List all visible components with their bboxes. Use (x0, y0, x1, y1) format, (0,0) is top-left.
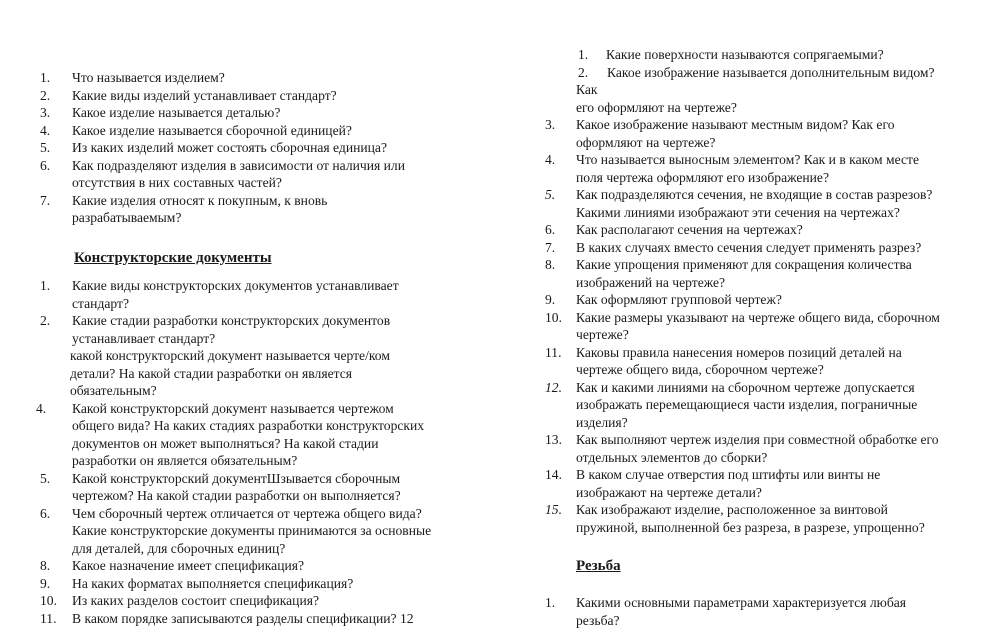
question-text-line: Что называется выносным элементом? Как и в каком месте (576, 151, 919, 169)
question-text-line: Какое изделие называется деталью? (72, 104, 280, 122)
question-text-line: Какие размеры указывают на чертеже общего вида, сборочном (576, 309, 940, 327)
question-number: 2. (40, 312, 50, 330)
question-text-line: чертежом? На какой стадии разработки он выполняется? (72, 487, 401, 505)
question-text-line: устанавливает стандарт? (72, 330, 215, 348)
question-text-line: Из каких изделий может состоять сборочная единица? (72, 139, 387, 157)
question-text-line: Как располагают сечения на чертежах? (576, 221, 803, 239)
question-text-line: пружиной, выполненной без разреза, в разрезе, упрощенно? (576, 519, 925, 537)
question-text-line: Какие изделия относят к покупным, к вновь (72, 192, 327, 210)
question-number: 9. (545, 291, 555, 309)
question-text-line: изображают на чертеже детали? (576, 484, 762, 502)
question-text-line: Какое изделие называется сборочной единицей? (72, 122, 352, 140)
question-text-line: Чем сборочный чертеж отличается от чертежа общего вида? (72, 505, 422, 523)
question-text-line: документов он может выполняться? На какой стадии (72, 435, 378, 453)
question-text-line: Как подразделяются сечения, не входящие в состав разрезов? (576, 186, 932, 204)
question-number: 11. (545, 344, 562, 362)
question-number: 3. (40, 104, 50, 122)
question-text-line: Какими линиями изображают эти сечения на чертежах? (576, 204, 900, 222)
question-text-line: разработки он является обязательным? (72, 452, 297, 470)
question-number: 4. (40, 122, 50, 140)
question-number: 1. (578, 46, 588, 64)
question-number: 5. (40, 470, 50, 488)
question-number: 2. (578, 64, 588, 82)
question-number: 6. (40, 505, 50, 523)
question-text-line: резьба? (576, 612, 620, 629)
question-number: 8. (40, 557, 50, 575)
question-text-line: Какие стадии разработки конструкторских документов (72, 312, 390, 330)
question-text-line: чертеже? (576, 326, 629, 344)
question-text-line: Какой конструкторский документ называется чертежом (72, 400, 394, 418)
question-text-line: его оформляют на чертеже? (576, 99, 737, 117)
question-number: 4. (545, 151, 555, 169)
question-text-line: Какие упрощения применяют для сокращения количества (576, 256, 912, 274)
question-text-line: Как изображают изделие, расположенное за винтовой (576, 501, 888, 519)
question-text-line: Что называется изделием? (72, 69, 225, 87)
question-text-line: Какие виды конструкторских документов устанавливает (72, 277, 399, 295)
question-number: 1. (40, 69, 50, 87)
question-number: 14. (545, 466, 562, 484)
question-text-line: детали? На какой стадии разработки он является (70, 365, 352, 383)
question-number: 1. (545, 594, 555, 612)
question-text-line: Какие конструкторские документы принимаются за основные (72, 522, 431, 540)
question-text-line: Какими основными параметрами характеризуется любая (576, 594, 906, 612)
question-text-line: Какой конструкторский документШзывается сборочным (72, 470, 400, 488)
section-heading: Резьба (576, 558, 621, 575)
question-number: 6. (545, 221, 555, 239)
question-number: 8. (545, 256, 555, 274)
question-number: 5. (40, 139, 50, 157)
question-text-line: Какое назначение имеет спецификация? (72, 557, 304, 575)
question-number: 2. (40, 87, 50, 105)
question-number: 10. (40, 592, 57, 610)
question-number: 1. (40, 277, 50, 295)
question-number: 15. (545, 501, 562, 519)
question-text-line: Какое изображение называют местным видом? Как его (576, 116, 895, 134)
question-text-line: Как подразделяют изделия в зависимости от наличия или (72, 157, 405, 175)
question-text-line: отдельных элементов до сборки? (576, 449, 767, 467)
question-number: 5. (545, 186, 555, 204)
question-text-line: На каких форматах выполняется спецификация? (72, 575, 353, 593)
question-text-line: изображений на чертеже? (576, 274, 725, 292)
question-number: 11. (40, 610, 57, 628)
question-text-line: обязательным? (70, 382, 157, 400)
question-text-line: Как оформляют групповой чертеж? (576, 291, 782, 309)
question-text-line: Какие поверхности называются сопрягаемыми? (606, 46, 884, 64)
section-heading: Конструкторские документы (74, 250, 272, 267)
question-text-line: Как (576, 81, 598, 99)
question-number: 7. (545, 239, 555, 257)
question-text-line: В каких случаях вместо сечения следует применять разрез? (576, 239, 921, 257)
question-text-line: какой конструкторский документ называется черте/ком (70, 347, 390, 365)
question-number: 3. (545, 116, 555, 134)
question-text-line: чертеже общего вида, сборочном чертеже? (576, 361, 824, 379)
question-text-line: оформляют на чертеже? (576, 134, 715, 152)
question-number: 6. (40, 157, 50, 175)
question-text-line: общего вида? На каких стадиях разработки конструкторских (72, 417, 424, 435)
question-number: 7. (40, 192, 50, 210)
question-text-line: Из каких разделов состоит спецификация? (72, 592, 319, 610)
question-text-line: стандарт? (72, 295, 129, 313)
question-text-line: отсутствия в них составных частей? (72, 174, 282, 192)
question-number: 4. (36, 400, 46, 418)
question-number: 12. (545, 379, 562, 397)
question-number: 13. (545, 431, 562, 449)
question-text-line: Как выполняют чертеж изделия при совместной обработке его (576, 431, 939, 449)
question-text-line: разрабатываемым? (72, 209, 181, 227)
question-text-line: Каковы правила нанесения номеров позиций деталей на (576, 344, 902, 362)
question-text-line: Какое изображение называется дополнительным видом? (607, 64, 935, 82)
question-text-line: изделия? (576, 414, 628, 432)
question-text-line: Какие виды изделий устанавливает стандарт? (72, 87, 337, 105)
left-column (40, 0, 480, 621)
question-number: 10. (545, 309, 562, 327)
question-text-line: В каком случае отверстия под штифты или винты не (576, 466, 880, 484)
question-text-line: для деталей, для сборочных единиц? (72, 540, 285, 558)
question-text-line: Как и какими линиями на сборочном чертеже допускается (576, 379, 915, 397)
question-text-line: В каком порядке записываются разделы спецификации? 12 (72, 610, 414, 628)
question-number: 9. (40, 575, 50, 593)
question-text-line: поля чертежа оформляют его изображение? (576, 169, 829, 187)
right-column (545, 0, 995, 621)
question-text-line: изображать перемещающиеся части изделия, пограничные (576, 396, 917, 414)
